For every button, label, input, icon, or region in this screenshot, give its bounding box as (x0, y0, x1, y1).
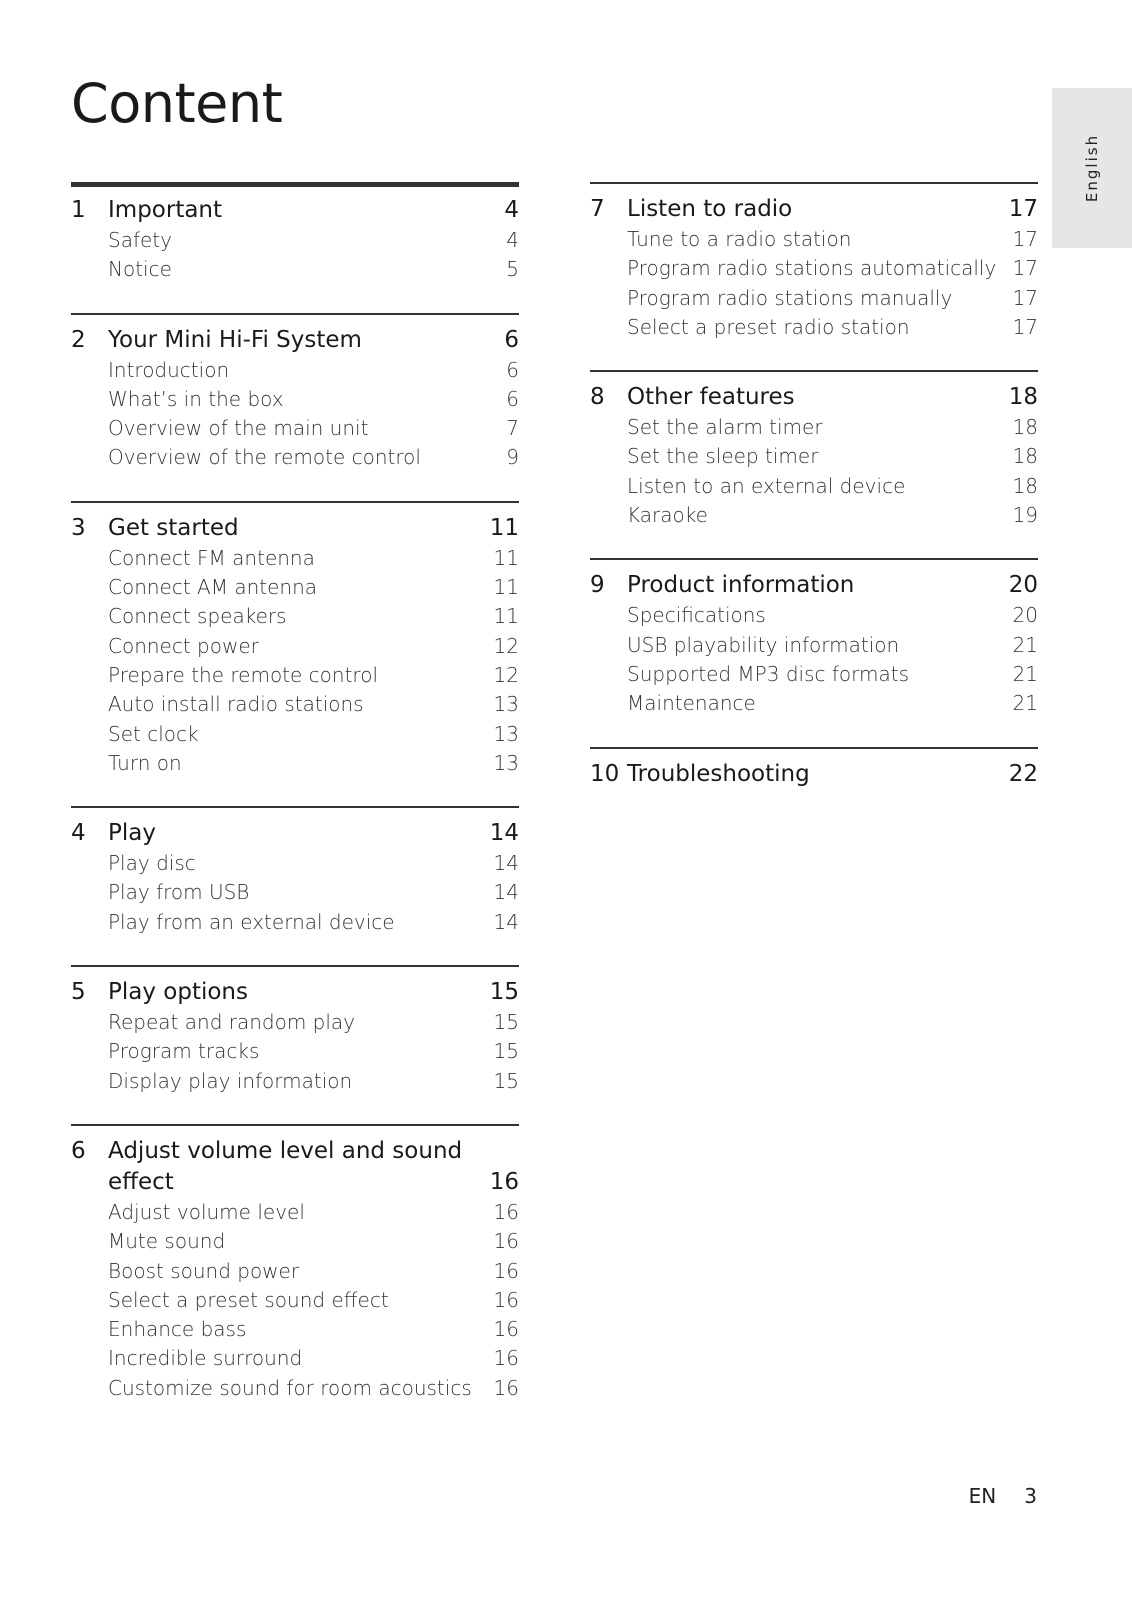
page-footer (969, 1484, 1037, 1508)
toc-item[interactable] (590, 225, 1038, 254)
toc-item[interactable] (71, 1374, 519, 1403)
toc-item-page: 6 (506, 357, 519, 382)
chapter-page: 20 (1008, 572, 1038, 599)
toc-item-label: Overview of the main unit (108, 416, 369, 441)
toc-item[interactable] (590, 254, 1038, 283)
chapter-number: 1 (71, 197, 86, 223)
toc-item-page: 17 (1012, 227, 1038, 251)
toc-item-page: 21 (1012, 691, 1038, 716)
toc-item-page: 14 (493, 851, 519, 876)
chapter-entry[interactable] (590, 194, 1038, 225)
toc-item-page: 19 (1012, 503, 1038, 528)
toc-item-label: Display play information (108, 1068, 353, 1093)
toc-item-label: Listen to an external device (627, 473, 906, 498)
toc-section-6 (71, 1124, 519, 1403)
toc-item[interactable] (71, 720, 519, 749)
toc-item-label: Boost sound power (108, 1258, 300, 1283)
toc-section-4 (71, 806, 519, 937)
toc-item-page: 15 (493, 1068, 519, 1093)
toc-item-label: Select a preset radio station (627, 314, 910, 339)
chapter-page: 22 (1008, 760, 1038, 787)
toc-item-label: Set the sleep timer (627, 444, 819, 469)
toc-item-page: 18 (1012, 444, 1038, 469)
toc-section-7 (590, 182, 1038, 342)
toc-item-page: 17 (1012, 285, 1038, 310)
toc-item-label: Program radio stations automatically (627, 256, 997, 281)
toc-item-label: Safety (108, 228, 172, 252)
toc-item-page: 13 (493, 692, 519, 717)
toc-item-label: Select a preset sound effect (108, 1287, 389, 1312)
toc-item[interactable] (71, 573, 519, 602)
toc-item[interactable] (71, 1227, 519, 1256)
chapter-entry[interactable] (71, 195, 519, 226)
toc-item-label: Incredible surround (108, 1346, 303, 1371)
toc-item-page: 16 (493, 1375, 519, 1400)
chapter-number: 3 (71, 514, 86, 541)
toc-item[interactable] (590, 689, 1038, 718)
toc-item-label: Notice (108, 257, 172, 282)
toc-item-label: Play from an external device (108, 909, 395, 934)
chapter-page: 17 (1008, 196, 1038, 222)
chapter-entry[interactable] (71, 325, 519, 356)
toc-item-page: 17 (1012, 314, 1038, 339)
chapter-page: 18 (1008, 384, 1038, 411)
toc-item-label: USB playability information (627, 632, 900, 657)
toc-item[interactable] (71, 226, 519, 255)
toc-item-label: Connect speakers (108, 604, 287, 629)
toc-item-page: 16 (493, 1258, 519, 1283)
toc-item-label: Mute sound (108, 1229, 226, 1254)
toc-item-label: Karaoke (627, 503, 708, 528)
chapter-number: 10 (590, 760, 620, 787)
toc-item[interactable] (590, 442, 1038, 471)
chapter-title-continued: effect (108, 1168, 174, 1195)
chapter-number: 2 (71, 326, 86, 353)
toc-item-page: 18 (1012, 473, 1038, 498)
toc-item-label: Adjust volume level (108, 1199, 305, 1224)
chapter-entry[interactable] (71, 513, 519, 544)
toc-item-label: Turn on (108, 750, 182, 775)
toc-item-page: 15 (493, 1010, 519, 1035)
chapter-title: Get started (108, 514, 239, 541)
toc-item[interactable] (590, 631, 1038, 660)
footer-language-code: EN (968, 1484, 997, 1508)
toc-item-page: 20 (1012, 603, 1038, 628)
toc-item-page: 21 (1012, 661, 1038, 686)
chapter-title: Play options (108, 979, 248, 1006)
chapter-number: 5 (71, 979, 86, 1006)
toc-item-page: 5 (506, 257, 519, 282)
toc-item[interactable] (590, 501, 1038, 530)
toc-item-page: 18 (1012, 415, 1038, 440)
toc-item[interactable] (71, 690, 519, 719)
toc-item[interactable] (71, 602, 519, 631)
toc-item[interactable] (71, 255, 519, 284)
toc-item[interactable] (71, 443, 519, 472)
toc-item-label: Maintenance (627, 691, 756, 716)
toc-section-3 (71, 501, 519, 778)
toc-item-label: Play from USB (108, 880, 250, 905)
toc-item-label: Program radio stations manually (627, 285, 953, 310)
toc-item[interactable] (71, 1008, 519, 1037)
toc-item-page: 14 (493, 880, 519, 905)
toc-item[interactable] (71, 1198, 519, 1227)
toc-item[interactable] (71, 385, 519, 414)
toc-item-page: 7 (506, 416, 519, 441)
toc-item[interactable] (590, 284, 1038, 313)
chapter-number: 7 (590, 196, 605, 222)
toc-item[interactable] (71, 414, 519, 443)
toc-item-page: 17 (1012, 256, 1038, 281)
toc-item-label: Tune to a radio station (627, 227, 852, 251)
toc-item[interactable] (71, 849, 519, 878)
toc-item-label: Customize sound for room acoustics (108, 1375, 472, 1400)
chapter-title: Troubleshooting (627, 760, 810, 787)
chapter-title: Important (108, 197, 223, 223)
toc-item-label: Overview of the remote control (108, 445, 421, 470)
chapter-entry[interactable] (590, 570, 1038, 601)
chapter-entry[interactable] (71, 818, 519, 849)
page-number: 3 (1024, 1484, 1037, 1508)
chapter-page: 15 (489, 979, 519, 1006)
toc-item-page: 13 (493, 721, 519, 746)
toc-section-5 (71, 965, 519, 1096)
language-tab-label: English (1083, 133, 1101, 203)
toc-item-label: What’s in the box (108, 386, 284, 411)
toc-item-page: 15 (493, 1039, 519, 1064)
toc-item[interactable] (590, 472, 1038, 501)
toc-item[interactable] (71, 908, 519, 937)
toc-item-label: Prepare the remote control (108, 662, 379, 687)
toc-section-2 (71, 313, 519, 473)
toc-item-label: Specifications (627, 603, 766, 628)
toc-item-label: Program tracks (108, 1039, 260, 1064)
chapter-title: Other features (627, 384, 795, 411)
toc-item[interactable] (590, 413, 1038, 442)
chapter-entry[interactable] (590, 759, 1038, 790)
toc-item[interactable] (71, 661, 519, 690)
toc-item-label: Connect power (108, 633, 259, 658)
toc-section-10 (590, 747, 1038, 790)
toc-item-label: Play disc (108, 851, 196, 876)
toc-item-label: Enhance bass (108, 1317, 247, 1342)
chapter-page: 14 (489, 820, 519, 847)
toc-item[interactable] (71, 544, 519, 573)
toc-item[interactable] (71, 1037, 519, 1066)
toc-item-label: Set clock (108, 721, 199, 746)
page-title: Content (71, 72, 283, 135)
chapter-page: 6 (504, 326, 519, 353)
chapter-page: 4 (504, 197, 519, 223)
toc-item-label: Auto install radio stations (108, 692, 364, 717)
chapter-entry[interactable] (590, 382, 1038, 413)
toc-item[interactable] (71, 632, 519, 661)
toc-item-page: 16 (493, 1346, 519, 1371)
language-tab (1052, 88, 1132, 248)
toc-item-page: 14 (493, 909, 519, 934)
toc-item[interactable] (71, 1257, 519, 1286)
toc-section-9 (590, 558, 1038, 718)
toc-item[interactable] (71, 1315, 519, 1344)
toc-item-label: Connect AM antenna (108, 575, 318, 600)
toc-item[interactable] (590, 601, 1038, 630)
chapter-entry-line1[interactable] (71, 1136, 519, 1167)
chapter-title: Product information (627, 572, 855, 599)
toc-item-page: 16 (493, 1229, 519, 1254)
toc-item-page: 11 (493, 575, 519, 600)
toc-item[interactable] (71, 356, 519, 385)
toc-item-page: 4 (506, 228, 519, 252)
toc-item-label: Repeat and random play (108, 1010, 356, 1035)
chapter-number: 4 (71, 820, 86, 847)
chapter-title: Adjust volume level and sound (108, 1137, 463, 1164)
toc-item-page: 6 (506, 386, 519, 411)
toc-item[interactable] (71, 1286, 519, 1315)
toc-item[interactable] (590, 313, 1038, 342)
toc-right-column (590, 182, 1038, 818)
chapter-title: Your Mini Hi-Fi System (108, 326, 362, 353)
chapter-number: 8 (590, 384, 605, 411)
toc-item-page: 11 (493, 604, 519, 629)
toc-section-8 (590, 370, 1038, 530)
toc-section-1 (71, 182, 519, 285)
toc-item-page: 12 (493, 662, 519, 687)
toc-item-label: Introduction (108, 357, 230, 382)
toc-item[interactable] (590, 660, 1038, 689)
toc-item-page: 21 (1012, 632, 1038, 657)
toc-item-page: 9 (506, 445, 519, 470)
toc-item-page: 16 (493, 1199, 519, 1224)
chapter-entry-line2[interactable] (71, 1167, 519, 1198)
toc-item-page: 16 (493, 1317, 519, 1342)
chapter-entry[interactable] (71, 977, 519, 1008)
chapter-page: 16 (489, 1168, 519, 1195)
toc-item-page: 13 (493, 750, 519, 775)
toc-item[interactable] (71, 1344, 519, 1373)
toc-item-label: Connect FM antenna (108, 545, 315, 570)
chapter-title: Listen to radio (627, 196, 793, 222)
chapter-number: 6 (71, 1137, 86, 1164)
toc-item[interactable] (71, 878, 519, 907)
toc-item-page: 11 (493, 545, 519, 570)
toc-item[interactable] (71, 749, 519, 778)
chapter-number: 9 (590, 572, 605, 599)
toc-item-page: 16 (493, 1287, 519, 1312)
toc-item-page: 12 (493, 633, 519, 658)
toc-item-label: Set the alarm timer (627, 415, 823, 440)
chapter-page: 11 (489, 514, 519, 541)
chapter-title: Play (108, 820, 156, 847)
toc-item[interactable] (71, 1067, 519, 1096)
toc-left-column (71, 182, 519, 1431)
toc-item-label: Supported MP3 disc formats (627, 661, 909, 686)
